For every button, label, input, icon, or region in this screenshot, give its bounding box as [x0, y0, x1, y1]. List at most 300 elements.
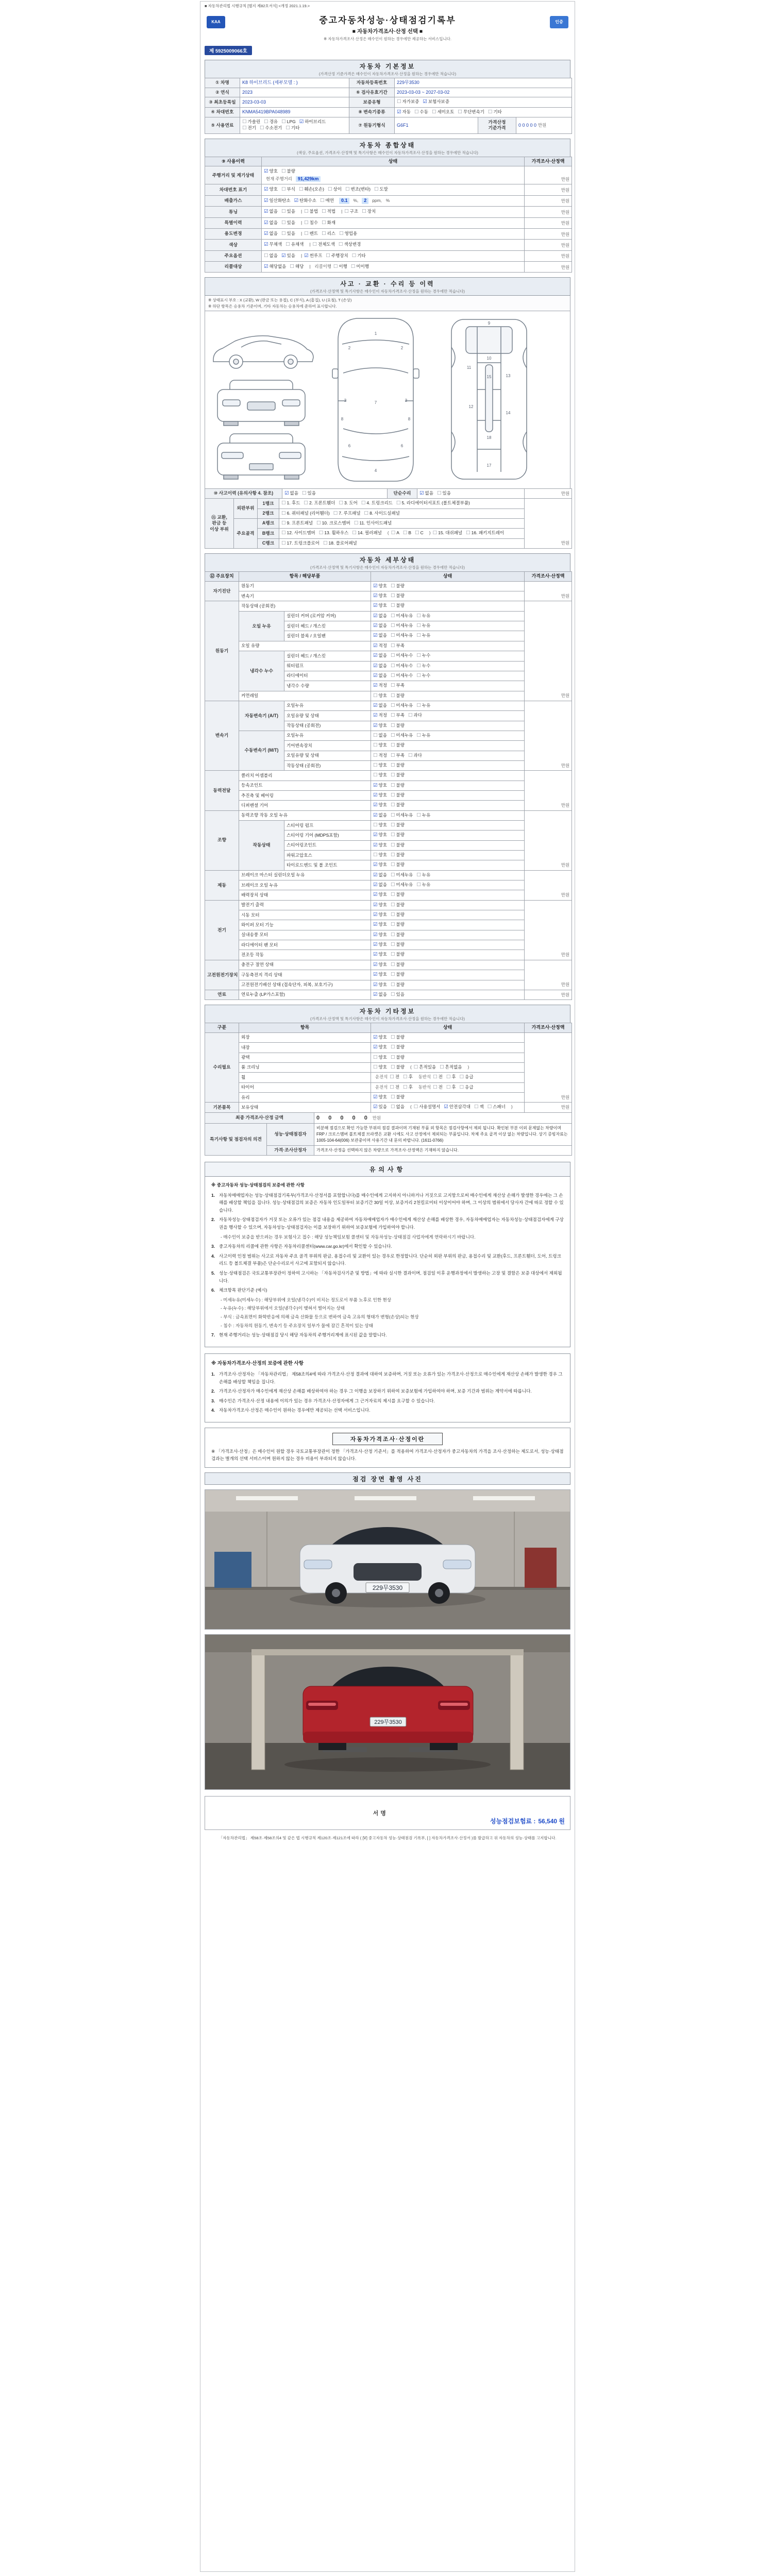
checkbox-option[interactable]: [264, 253, 278, 259]
checkbox-option[interactable]: [460, 1084, 474, 1091]
checkbox-option[interactable]: [391, 852, 405, 858]
checkbox-option[interactable]: [264, 209, 278, 215]
checkbox-option[interactable]: [391, 1035, 405, 1041]
checkbox-option[interactable]: [416, 613, 430, 619]
checkbox-label: 없음: [396, 1104, 405, 1110]
checkbox-option[interactable]: [373, 593, 387, 599]
checkbox-label: 10. 크로스멤버: [322, 520, 350, 526]
signature-box[interactable]: [205, 1796, 570, 1830]
checkbox-option[interactable]: [391, 892, 405, 898]
checkbox-option[interactable]: [373, 922, 387, 928]
checkbox-option[interactable]: [414, 1064, 436, 1071]
checkbox-option[interactable]: [391, 842, 405, 849]
checkbox-option[interactable]: [290, 264, 304, 270]
checkbox-option[interactable]: [373, 643, 387, 649]
checkbox-option[interactable]: [391, 583, 405, 589]
checkbox-label: 미세누수: [396, 663, 413, 668]
checkbox-option[interactable]: [391, 753, 405, 759]
checkbox-glyph: ☐: [446, 1084, 451, 1090]
checkbox-option[interactable]: [264, 231, 278, 237]
checkbox-option[interactable]: [373, 932, 387, 938]
checkbox-option[interactable]: [466, 530, 504, 536]
checkbox-option[interactable]: [373, 1094, 387, 1100]
checkbox-option[interactable]: [373, 603, 387, 609]
checkbox-option[interactable]: [339, 231, 357, 237]
checkbox-label: 과다: [413, 713, 422, 718]
checkbox-option[interactable]: [323, 540, 357, 547]
checkbox-option[interactable]: [391, 832, 405, 838]
checkbox-option[interactable]: [391, 783, 405, 789]
checkbox-glyph: ☐: [339, 230, 344, 236]
state-cell: [371, 940, 525, 950]
checkbox-option[interactable]: [352, 530, 382, 536]
checkbox-option[interactable]: [391, 932, 405, 938]
device-table: [205, 1023, 572, 1112]
checkbox-option[interactable]: [374, 187, 388, 193]
checkbox-option[interactable]: [391, 1094, 405, 1100]
part-label: 충전구 절연 상태: [239, 960, 371, 970]
checkbox-glyph: ☑: [304, 252, 309, 259]
checkbox-option[interactable]: [416, 633, 430, 639]
document-header: [205, 10, 570, 43]
checkbox-option[interactable]: [344, 209, 358, 215]
checkbox-option[interactable]: [390, 1074, 399, 1080]
checkbox-option[interactable]: [264, 187, 278, 193]
checkbox-option[interactable]: [285, 242, 304, 248]
checkbox-option[interactable]: [391, 1044, 405, 1050]
checkbox-option[interactable]: [281, 187, 295, 193]
checkbox-option[interactable]: [391, 683, 405, 689]
checkbox-option[interactable]: [373, 972, 387, 978]
checkbox-glyph: ☐: [390, 642, 395, 649]
part-label: 타이어: [239, 1082, 371, 1092]
checkbox-option[interactable]: [397, 99, 419, 105]
overall-row: [205, 261, 572, 272]
checkbox-label: 경유: [269, 119, 278, 125]
field-label: 가격산정 기준가격: [478, 117, 516, 134]
checkbox-option[interactable]: [432, 109, 454, 115]
checkbox-option[interactable]: [304, 253, 322, 259]
section-note: (가격조사·산정액 및 특기사항은 매수인이 자동차가격조사·산정을 원하는 경우에만 적습니다): [310, 1016, 465, 1022]
checkbox-option[interactable]: [391, 822, 405, 828]
checkbox-option[interactable]: [391, 962, 405, 968]
checkbox-option[interactable]: [391, 643, 405, 649]
checkbox-label: 양호: [378, 822, 387, 827]
checkbox-label: 양호: [378, 802, 387, 808]
part-label: 커먼레일: [239, 691, 371, 701]
svg-text:3: 3: [405, 398, 408, 403]
checkbox-option[interactable]: [302, 490, 316, 497]
checkbox-label: 불량: [396, 942, 405, 947]
checkbox-option[interactable]: [313, 242, 335, 248]
checkbox-option[interactable]: [416, 733, 430, 739]
checkbox-option[interactable]: [281, 209, 295, 215]
checkbox-option[interactable]: [373, 762, 387, 769]
checkbox-option[interactable]: [391, 742, 405, 749]
checkbox-option[interactable]: [373, 613, 387, 619]
checkbox-option[interactable]: [391, 982, 405, 988]
checkbox-label: 없음: [378, 672, 387, 678]
checkbox-option[interactable]: [415, 530, 424, 536]
checkbox-option[interactable]: [416, 872, 430, 878]
checkbox-option[interactable]: [339, 242, 361, 248]
state-line: [264, 186, 522, 193]
checkbox-glyph: ☐: [390, 1044, 395, 1050]
checkbox-option[interactable]: [391, 1055, 405, 1061]
checkbox-option[interactable]: [373, 713, 387, 719]
checkbox-option[interactable]: [373, 772, 387, 778]
checkbox-option[interactable]: [391, 902, 405, 908]
checkbox-glyph: ☐: [264, 252, 268, 259]
warranty-box: [205, 1353, 570, 1422]
checkbox-option[interactable]: [397, 109, 411, 115]
section-signature: [205, 1796, 570, 1830]
checkbox-option[interactable]: [391, 633, 413, 639]
part-label: 실린더 헤드 / 개스킷: [284, 621, 371, 631]
checkbox-label: 자가보증: [402, 99, 419, 105]
device-row: [205, 900, 572, 910]
checkbox-option[interactable]: [281, 119, 296, 125]
checkbox-option[interactable]: [316, 520, 350, 527]
checkbox-option[interactable]: [281, 520, 313, 527]
checkbox-option[interactable]: [391, 693, 405, 699]
checkbox-option[interactable]: [391, 603, 405, 609]
checkbox-option[interactable]: [373, 1055, 387, 1061]
device-row: [205, 731, 572, 740]
checkbox-option[interactable]: [373, 902, 387, 908]
checkbox-option[interactable]: [281, 220, 295, 226]
checkbox-option[interactable]: [391, 772, 405, 778]
field-label: ⑥ 검사유효기간: [349, 88, 395, 97]
checkbox-label: 적정: [378, 752, 387, 758]
checkbox-option[interactable]: [373, 992, 387, 998]
checkbox-glyph: ☐: [327, 187, 332, 193]
checkbox-label: 양호: [378, 1064, 387, 1070]
checkbox-option[interactable]: [284, 490, 298, 497]
checkbox-option[interactable]: [391, 922, 405, 928]
checkbox-option[interactable]: [373, 792, 387, 799]
accident-history-state: [282, 489, 388, 499]
checkbox-option[interactable]: [304, 231, 318, 237]
checkbox-option[interactable]: [391, 530, 399, 536]
checkbox-option[interactable]: [416, 653, 430, 659]
accident-header: [205, 277, 570, 311]
checkbox-option[interactable]: [281, 168, 295, 175]
checkbox-glyph: ☐: [390, 1104, 395, 1110]
checkbox-option[interactable]: [373, 663, 387, 669]
checkbox-option[interactable]: [373, 952, 387, 958]
checkbox-option[interactable]: [264, 242, 282, 248]
checkbox-option[interactable]: [242, 125, 256, 131]
checkbox-option[interactable]: [391, 1104, 405, 1110]
checkbox-glyph: ☑: [373, 981, 378, 988]
checkbox-option[interactable]: [391, 872, 413, 878]
checkbox-option[interactable]: [391, 792, 405, 799]
checkbox-option[interactable]: [373, 623, 387, 629]
state-cell: [262, 217, 525, 228]
checkbox-option[interactable]: [373, 802, 387, 808]
checkbox-label: 불량: [396, 782, 405, 788]
usage-label: 주요옵션: [205, 250, 262, 261]
checkbox-option[interactable]: [373, 693, 387, 699]
checkbox-option[interactable]: [416, 623, 430, 629]
svg-text:9: 9: [488, 321, 491, 326]
checkbox-option[interactable]: [391, 812, 413, 819]
checkbox-option[interactable]: [373, 1035, 387, 1041]
checkbox-option[interactable]: [403, 530, 411, 536]
state-line: [264, 197, 522, 205]
checkbox-option[interactable]: [433, 1084, 443, 1091]
checkbox-option[interactable]: [458, 109, 484, 115]
checkbox-option[interactable]: [373, 942, 387, 948]
inline-label: 현재 주행거리: [266, 176, 292, 181]
checkbox-option[interactable]: [433, 530, 463, 536]
checkbox-option[interactable]: [444, 1104, 470, 1110]
checkbox-option[interactable]: [373, 703, 387, 709]
checkbox-option[interactable]: [423, 99, 449, 105]
checkbox-option[interactable]: [403, 1074, 413, 1080]
checkbox-option[interactable]: [373, 842, 387, 849]
checkbox-option[interactable]: [285, 125, 299, 131]
checkbox-option[interactable]: [416, 703, 430, 709]
checkbox-option[interactable]: [260, 125, 282, 131]
checkbox-option[interactable]: [391, 912, 405, 918]
checkbox-option[interactable]: [373, 852, 387, 858]
column-header: ⑨ 사용이력: [205, 157, 262, 166]
checkbox-option[interactable]: [391, 762, 405, 769]
checkbox-option[interactable]: [345, 187, 371, 193]
checkbox-option[interactable]: [264, 168, 278, 175]
checkbox-glyph: ☐: [390, 1064, 395, 1070]
checkbox-option[interactable]: [281, 500, 300, 506]
checkbox-option[interactable]: [320, 198, 334, 204]
checkbox-option[interactable]: [391, 942, 405, 948]
column-header: 상태: [371, 572, 525, 582]
mid-label: 냉각수 누수: [239, 651, 284, 691]
checkbox-option[interactable]: [373, 862, 387, 868]
checkbox-option[interactable]: [361, 500, 393, 506]
checkbox-option[interactable]: [416, 882, 430, 888]
checkbox-option[interactable]: [294, 198, 316, 204]
checkbox-option[interactable]: [373, 982, 387, 988]
checkbox-label: 불량: [396, 822, 405, 827]
checkbox-option[interactable]: [373, 882, 387, 888]
checkbox-option[interactable]: [373, 723, 387, 729]
checkbox-option[interactable]: [352, 253, 366, 259]
state-cell: [371, 601, 525, 611]
checkbox-option[interactable]: [391, 862, 405, 868]
checkbox-option[interactable]: [364, 511, 400, 517]
checkbox-label: 불량: [396, 1044, 405, 1050]
checkbox-glyph: ☐: [390, 663, 395, 669]
checkbox-option[interactable]: [264, 119, 278, 125]
checkbox-option[interactable]: [333, 264, 347, 270]
checkbox-option[interactable]: [304, 500, 335, 506]
checkbox-label: 누유: [422, 812, 431, 818]
checkbox-option[interactable]: [373, 1104, 387, 1110]
notice-item: [211, 1387, 564, 1395]
checkbox-label: 흔적없음: [445, 1064, 462, 1070]
checkbox-option[interactable]: [281, 511, 330, 517]
checkbox-option[interactable]: [264, 198, 291, 204]
checkbox-option[interactable]: [299, 187, 324, 193]
checkbox-option[interactable]: [437, 490, 451, 497]
checkbox-glyph: ☑: [373, 683, 378, 689]
checkbox-option[interactable]: [373, 753, 387, 759]
notice-item-text: 자동차성능·상태점검자가 거짓 또는 오류가 있는 점검 내용을 제공하여 자동차매매업자가 매수인에게 재산상 손해를 배상한 경우, 자동차매매업자는 자동차성능·상태점검자에게 구상권을 행사할 수 있으며, 자동차성능·상태점검자는 이를 보장하기 위하여 보증보험에 가입하여야 합니다.: [219, 1217, 564, 1230]
checkbox-option[interactable]: [391, 713, 405, 719]
checkbox-option[interactable]: [390, 1084, 399, 1091]
checkbox-option[interactable]: [391, 673, 413, 679]
checkbox-option[interactable]: [373, 912, 387, 918]
checkbox-option[interactable]: [281, 253, 295, 259]
opinion-author: 가격·조사산정자: [267, 1145, 314, 1155]
checkbox-option[interactable]: [299, 119, 326, 125]
checkbox-option[interactable]: [414, 109, 428, 115]
checkbox-option[interactable]: [319, 530, 349, 536]
checkbox-option[interactable]: [416, 673, 430, 679]
checkbox-option[interactable]: [373, 1064, 387, 1071]
checkbox-option[interactable]: [373, 962, 387, 968]
part-label: 고전원전기배선 상태 (접속단자, 피복, 보호기구): [239, 980, 371, 990]
checkbox-option[interactable]: [419, 490, 433, 497]
checkbox-option[interactable]: [373, 633, 387, 639]
car-top-view: [332, 318, 419, 481]
checkbox-option[interactable]: [391, 1064, 405, 1071]
checkbox-option[interactable]: [391, 733, 413, 739]
checkbox-option[interactable]: [328, 187, 342, 193]
inline-label: %,: [353, 197, 359, 203]
checkbox-option[interactable]: [391, 723, 405, 729]
checkbox-option[interactable]: [446, 1084, 456, 1091]
checkbox-option[interactable]: [373, 783, 387, 789]
checkbox-label: 있음: [307, 490, 316, 496]
overall-row: [205, 240, 572, 250]
checkbox-option[interactable]: [281, 530, 315, 536]
checkbox-option[interactable]: [373, 653, 387, 659]
checkbox-option[interactable]: [391, 882, 413, 888]
checkbox-option[interactable]: [354, 520, 392, 527]
checkbox-option[interactable]: [391, 972, 405, 978]
checkbox-option[interactable]: [391, 703, 413, 709]
checkbox-option[interactable]: [322, 209, 335, 215]
checkbox-option[interactable]: [373, 742, 387, 749]
unit-label: 만원: [561, 693, 570, 699]
unit-label: 만원: [561, 762, 570, 768]
checkbox-label: 8. 사이드실패널: [369, 510, 400, 516]
device-row: [205, 1043, 572, 1053]
checkbox-option[interactable]: [446, 1074, 456, 1080]
checkbox-option[interactable]: [391, 663, 413, 669]
checkbox-option[interactable]: [281, 231, 295, 237]
checkbox-option[interactable]: [414, 1104, 441, 1110]
checkbox-option[interactable]: [373, 832, 387, 838]
panel-group-label: 외판부위: [234, 499, 258, 519]
checkbox-option[interactable]: [322, 220, 335, 226]
checkbox-option[interactable]: [322, 231, 335, 237]
checkbox-option[interactable]: [391, 613, 413, 619]
checkbox-option[interactable]: [281, 540, 320, 547]
exchange-row: [205, 538, 572, 548]
checkbox-option[interactable]: [373, 583, 387, 589]
checkbox-option[interactable]: [396, 500, 470, 506]
checkbox-option[interactable]: [242, 119, 260, 125]
part-label: 보유상태: [239, 1103, 371, 1112]
checkbox-option[interactable]: [391, 952, 405, 958]
checkbox-glyph: ☐: [390, 1034, 395, 1040]
overall-row: [205, 250, 572, 261]
checkbox-label: 양호: [269, 168, 278, 174]
checkbox-option[interactable]: [264, 220, 278, 226]
checkbox-option[interactable]: [373, 872, 387, 878]
checkbox-glyph: ☑: [281, 252, 286, 259]
certifier-logo-right: 인증: [550, 16, 568, 28]
checkbox-glyph: ☐: [390, 713, 395, 719]
checkbox-glyph: ☐: [390, 1084, 394, 1090]
checkbox-option[interactable]: [391, 992, 405, 998]
checkbox-option[interactable]: [373, 892, 387, 898]
checkbox-option[interactable]: [351, 264, 369, 270]
checkbox-option[interactable]: [373, 812, 387, 819]
checkbox-option[interactable]: [373, 673, 387, 679]
state-cell: [371, 731, 525, 740]
checkbox-option[interactable]: [416, 812, 430, 819]
checkbox-option[interactable]: [460, 1074, 474, 1080]
checkbox-glyph: ☑: [444, 1104, 448, 1110]
part-label: 실린더 커버 (로커암 커버): [284, 611, 371, 621]
checkbox-label: 없음: [269, 219, 278, 225]
checkbox-option[interactable]: [326, 253, 348, 259]
checkbox-option[interactable]: [416, 663, 430, 669]
field-value: [395, 88, 572, 97]
checkbox-option[interactable]: [474, 1104, 484, 1110]
checkbox-glyph: ☐: [390, 653, 395, 659]
checkbox-option[interactable]: [373, 733, 387, 739]
checkbox-option[interactable]: [408, 753, 422, 759]
checkbox-option[interactable]: [391, 593, 405, 599]
checkbox-option[interactable]: [373, 1044, 387, 1050]
checkbox-glyph: ☐: [390, 912, 395, 918]
checkbox-option[interactable]: [304, 220, 318, 226]
checkbox-option[interactable]: [362, 209, 376, 215]
checkbox-option[interactable]: [403, 1084, 413, 1091]
checkbox-option[interactable]: [440, 1064, 462, 1071]
checkbox-option[interactable]: [408, 713, 422, 719]
checkbox-option[interactable]: [373, 822, 387, 828]
checkbox-glyph: ☑: [264, 168, 268, 175]
checkbox-option[interactable]: [433, 1074, 443, 1080]
device-row: [205, 1103, 572, 1112]
form-reference-note: ■ 자동차관리법 시행규칙 [별지 제82호서식] <개정 2021.1.19.>: [205, 4, 310, 8]
checkbox-label: 양호: [269, 187, 278, 192]
checkbox-option[interactable]: [333, 511, 361, 517]
overall-row: [205, 195, 572, 206]
checkbox-option[interactable]: [391, 802, 405, 808]
photo-rear-svg: [205, 1635, 570, 1789]
checkbox-option[interactable]: [391, 653, 413, 659]
state-cell: [371, 661, 525, 671]
checkbox-option[interactable]: [373, 683, 387, 689]
checkbox-option[interactable]: [391, 623, 413, 629]
checkbox-option[interactable]: [488, 1104, 506, 1110]
checkbox-option[interactable]: [339, 500, 357, 506]
checkbox-label: 없음: [378, 653, 387, 658]
checkbox-label: 침수: [309, 219, 318, 225]
checkbox-option[interactable]: [304, 209, 318, 215]
checkbox-option[interactable]: [488, 109, 502, 115]
checkbox-option[interactable]: [264, 264, 286, 270]
checkbox-label: 양호: [378, 1034, 387, 1040]
